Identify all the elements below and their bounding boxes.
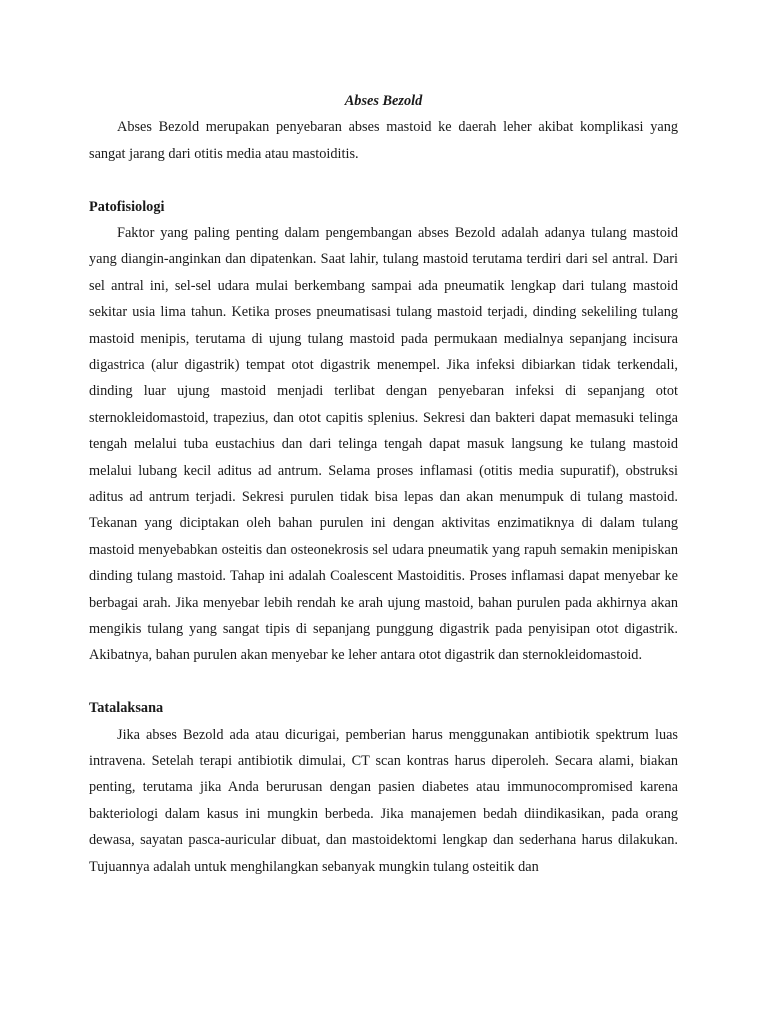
section-heading-tatalaksana: Tatalaksana [89, 700, 164, 717]
section-body-tatalaksana: Jika abses Bezold ada atau dicurigai, pemberian harus menggunakan antibiotik spektrum luas intravena. Setelah terapi antibiotik dimulai, CT scan kontras harus diperoleh. Secara alami, biakan penting, terutama jika Anda berurusan dengan pasien diabetes atau immunocompromised karena bakteriologi dalam kasus ini mungkin berbeda. Jika manajemen bedah diindikasikan, pada orang dewasa, sayatan pasca-auricular dibuat, dan mastoidektomi lengkap dan sederhana harus dilakukan. Tujuannya adalah untuk menghilangkan sebanyak mungkin tulang osteitik dan [89, 726, 678, 875]
document-content [89, 88, 678, 880]
section-heading-patofisiologi: Patofisiologi [89, 198, 165, 215]
paragraph-spacer [89, 669, 678, 695]
intro-paragraph: Abses Bezold merupakan penyebaran abses mastoid ke daerah leher akibat komplikasi yang sangat jarang dari otitis media atau mastoiditis. [89, 119, 678, 162]
paragraph-spacer [89, 167, 678, 193]
document-title: Abses Bezold [344, 93, 423, 109]
section-body-patofisiologi: Faktor yang paling penting dalam pengembangan abses Bezold adalah adanya tulang mastoid yang diangin-anginkan dan dipatenkan. Saat lahir, tulang mastoid terutama terdiri dari sel antral. Dari sel antral ini, sel-sel udara mulai berkembang sampai ada pneumatik lengkap dari tulang mastoid sekitar usia lima tahun. Ketika proses pneumatisasi tulang mastoid terjadi, dinding sekeliling tulang mastoid menipis, terutama di ujung tulang mastoid pada permukaan medialnya sepanjang incisura digastrica (alur digastrik) tempat otot digastrik menempel. Jika infeksi dibiarkan tidak terkendali, dinding luar ujung mastoid menjadi terlibat dengan penyebaran infeksi di sepanjang otot sternokleidomastoid, trapezius, dan otot capitis splenius. Sekresi dan bakteri dapat memasuki telinga tengah melalui tuba eustachius dan dari telinga tengah dapat masuk langsung ke tulang mastoid melalui lubang kecil aditus ad antrum. Selama proses inflamasi (otitis media supuratif), obstruksi aditus ad antrum terjadi. Sekresi purulen tidak bisa lepas dan akan menumpuk di tulang mastoid. Tekanan yang diciptakan oleh bahan purulen ini dengan aktivitas enzimatiknya di dalam tulang mastoid menyebabkan osteitis dan osteonekrosis sel udara pneumatik yang rapuh semakin menipiskan dinding tulang mastoid. Tahap ini adalah Coalescent Mastoiditis. Proses inflamasi dapat menyebar ke berbagai arah. Jika menyebar lebih rendah ke arah ujung mastoid, bahan purulen pada akhirnya akan mengikis tulang yang sangat tipis di sepanjang punggung digastrik pada penyisipan otot digastrik. Akibatnya, bahan purulen akan menyebar ke leher antara otot digastrik dan sternokleidomastoid. [89, 224, 678, 664]
